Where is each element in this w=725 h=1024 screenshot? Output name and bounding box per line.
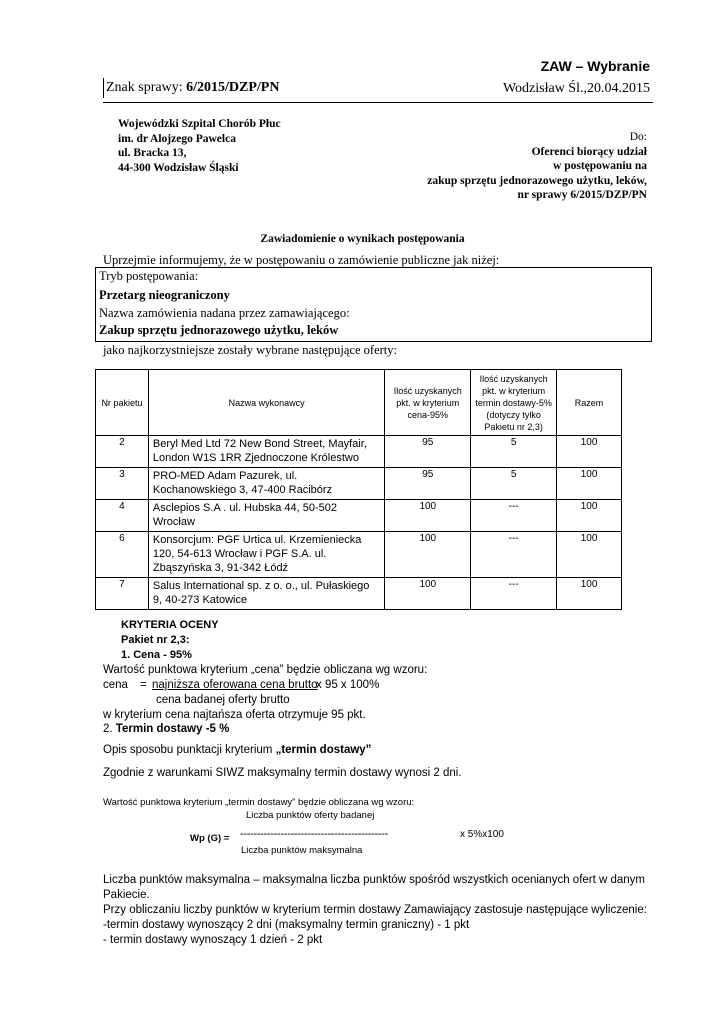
place-date: Wodzisław Śl.,20.04.2015	[502, 81, 650, 96]
cell-contractor: Beryl Med Ltd 72 New Bond Street, Mayfair, London W1S 1RR Zjednoczone Królestwo	[148, 436, 384, 468]
criterion-2-pct: -5 %	[202, 723, 230, 735]
cell-price-points: 95	[385, 436, 471, 468]
cell-total: 100	[557, 500, 622, 532]
criterion-2-title	[103, 723, 229, 735]
mode-value: Przetarg nieograniczony	[99, 288, 230, 302]
notice-heading: Zawiadomienie o wynikach postępowania	[260, 233, 465, 245]
criterion-2-prefix: 2.	[103, 723, 116, 735]
table-row	[96, 532, 622, 578]
criterion-2-explanation-line-2: Pakiecie.	[103, 889, 150, 901]
cell-contractor: PRO-MED Adam Pazurek, ul. Kochanowskiego 3, 47-400 Racibórz	[148, 468, 384, 500]
cell-total: 100	[557, 532, 622, 578]
criterion-2-calc-line-2: - termin dostawy wynoszący 1 dzień - 2 pkt	[103, 934, 323, 946]
recipient-line: w postępowaniu na	[553, 160, 647, 172]
recipient-line: nr sprawy 6/2015/DZP/PN	[517, 189, 647, 201]
sender-line: Wojewódzki Szpital Chorób Płuc	[118, 118, 281, 130]
criterion-2-formula-intro: Wartość punktowa kryterium „termin dostawy” będzie obliczana wg wzoru:	[103, 797, 415, 808]
name-label: Nazwa zamówienia nadana przez zamawiającego:	[99, 306, 350, 320]
cell-package: 4	[96, 500, 149, 532]
header-cell-package: Nr pakietu	[96, 370, 149, 436]
cell-package: 6	[96, 532, 149, 578]
header-divider	[103, 102, 653, 103]
criterion-1-note: w kryterium cena najtańsza oferta otrzymuje 95 pkt.	[103, 709, 366, 721]
cell-package: 3	[96, 468, 149, 500]
criteria-package: Pakiet nr 2,3:	[121, 634, 190, 646]
cell-total: 100	[557, 578, 622, 610]
criterion-2-name: Termin dostawy	[115, 723, 203, 735]
recipient-line: zakup sprzętu jednorazowego użytku, leków,	[427, 174, 647, 187]
document-tag: ZAW – Wybranie	[540, 58, 650, 74]
criterion-2-explanation-line-1: Liczba punktów maksymalna – maksymalna liczba punktów spośród wszystkich ocenianych ofert w danym	[103, 874, 646, 886]
criterion-1-denominator: cena badanej oferty brutto	[156, 694, 290, 706]
sender-address	[118, 117, 281, 175]
results-table	[95, 369, 622, 610]
cell-delivery-points: ---	[471, 578, 557, 610]
cell-price-points: 100	[385, 578, 471, 610]
cell-delivery-points: ---	[471, 500, 557, 532]
recipient-address	[427, 130, 647, 203]
criterion-1-equals: =	[140, 679, 147, 691]
criterion-2-calc-intro: Przy obliczaniu liczby punktów w kryterium termin dostawy Zamawiający zastosuje następujące wyliczenie:	[103, 904, 647, 916]
notice-intro: Uprzejmie informujemy, że w postępowaniu o zamówienie publiczne jak niżej:	[103, 253, 500, 267]
cell-price-points: 95	[385, 468, 471, 500]
cell-contractor: Asclepios S.A . ul. Hubska 44, 50-502 Wrocław	[148, 500, 384, 532]
recipient-line: Oferenci biorący udział	[531, 145, 647, 158]
cell-price-points: 100	[385, 500, 471, 532]
criteria-title: KRYTERIA OCENY	[121, 619, 219, 631]
case-number-line	[103, 78, 279, 98]
criterion-2-desc-name: „termin dostawy”	[275, 744, 372, 756]
criterion-2-calc-line-1: -termin dostawy wynoszący 2 dni (maksymalny termin graniczny) - 1 pkt	[103, 919, 470, 931]
header-cell-contractor: Nazwa wykonawcy	[148, 370, 384, 436]
cell-package: 7	[96, 578, 149, 610]
table-row	[96, 436, 622, 468]
criterion-2-factor: x 5%x100	[460, 829, 504, 840]
sender-line: 44-300 Wodzisław Śląski	[118, 161, 239, 174]
table-row	[96, 578, 622, 610]
header-cell-price-points: Ilość uzyskanych pkt. w kryterium cena-95%	[385, 370, 471, 436]
criterion-2-lhs: Wp (G) =	[190, 833, 230, 844]
name-value: Zakup sprzętu jednorazowego użytku, leków	[99, 323, 339, 337]
cell-package: 2	[96, 436, 149, 468]
sender-line: ul. Bracka 13,	[118, 147, 187, 159]
table-row	[96, 468, 622, 500]
criterion-2-siwz: Zgodnie z warunkami SIWZ maksymalny termin dostawy wynosi 2 dni.	[103, 767, 462, 779]
case-number: 6/2015/DZP/PN	[186, 80, 280, 95]
cell-total: 100	[557, 468, 622, 500]
notice-after: jako najkorzystniejsze zostały wybrane następujące oferty:	[103, 343, 397, 357]
recipient-to: Do:	[629, 131, 647, 143]
header-cell-delivery-points: Ilość uzyskanych pkt. w kryterium termin dostawy-5% (dotyczy tylko Pakietu nr 2,3)	[471, 370, 557, 436]
table-row	[96, 500, 622, 532]
criterion-1-title: 1. Cena - 95%	[121, 649, 192, 661]
criterion-2-desc	[103, 744, 371, 756]
mode-label: Tryb postępowania:	[99, 269, 199, 283]
procedure-box	[95, 267, 652, 342]
criterion-2-numerator: Liczba punktów oferty badanej	[246, 810, 375, 821]
cell-delivery-points: ---	[471, 532, 557, 578]
criterion-2-denominator: Liczba punktów maksymalna	[241, 845, 363, 856]
criterion-1-factor: x 95 x 100%	[316, 679, 380, 691]
cell-contractor: Konsorcjum: PGF Urtica ul. Krzemieniecka 120, 54-613 Wrocław i PGF S.A. ul. Zbąszyńska 3, 91-342 Łódź	[148, 532, 384, 578]
case-label: Znak sprawy:	[106, 80, 187, 95]
criterion-1-lhs: cena	[103, 679, 128, 691]
cell-delivery-points: 5	[471, 468, 557, 500]
cell-delivery-points: 5	[471, 436, 557, 468]
criterion-1-numerator: najniższa oferowana cena brutto	[152, 679, 318, 691]
sender-line: im. dr Alojzego Pawelca	[118, 132, 236, 145]
table-header-row	[96, 370, 622, 436]
header-cell-total: Razem	[557, 370, 622, 436]
cell-price-points: 100	[385, 532, 471, 578]
criterion-1-formula-intro: Wartość punktowa kryterium „cena” będzie obliczana wg wzoru:	[103, 664, 428, 676]
cell-total: 100	[557, 436, 622, 468]
criterion-2-fraction-bar: --------------------------------------------	[240, 828, 388, 840]
cell-contractor: Salus International sp. z o. o., ul. Pułaskiego 9, 40-273 Katowice	[148, 578, 384, 610]
criterion-2-desc-prefix: Opis sposobu punktacji kryterium	[103, 744, 276, 756]
